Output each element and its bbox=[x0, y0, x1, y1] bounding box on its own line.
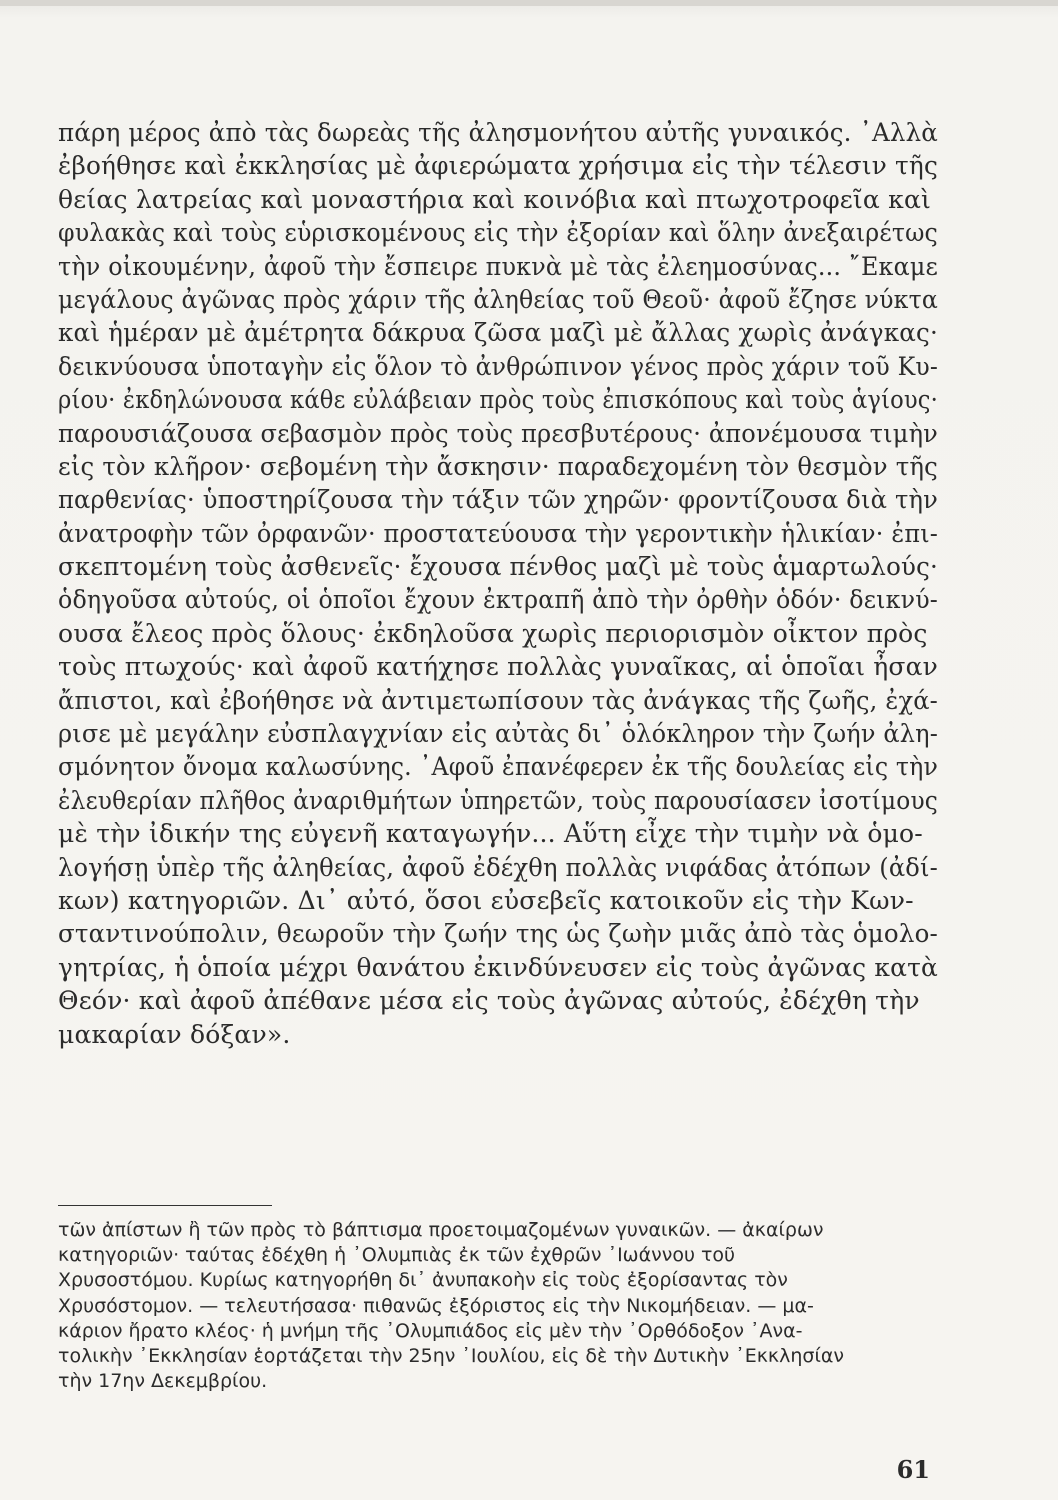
text-line: γητρίας, ἡ ὁποία μέχρι θανάτου ἐκινδύνευσεν εἰς τοὺς ἀγῶνας κατὰ bbox=[58, 952, 938, 982]
text-line: σμόνητον ὄνομα καλωσύνης. ᾿Αφοῦ ἐπανέφερεν ἐκ τῆς δουλείας εἰς τὴν bbox=[58, 752, 938, 782]
page-top-edge bbox=[0, 0, 1058, 6]
footnote-line: τολικὴν ᾿Εκκλησίαν ἑορτάζεται τὴν 25ην ᾿Ιουλίου, εἰς δὲ τὴν Δυτικὴν ᾿Εκκλησίαν bbox=[58, 1344, 845, 1367]
text-line: σταντινούπολιν, θεωροῦν τὴν ζωήν της ὡς ζωὴν μιᾶς ἀπὸ τὰς ὁμολο- bbox=[58, 919, 938, 949]
text-line: τὴν οἰκουμένην, ἀφοῦ τὴν ἔσπειρε πυκνὰ μὲ τὰς ἐλεημοσύνας... ῎Εκαμε bbox=[58, 251, 938, 281]
text-line: μὲ τὴν ἰδικήν της εὐγενῆ καταγωγήν... Αὕτη εἶχε τὴν τιμὴν νὰ ὁμο- bbox=[58, 819, 923, 849]
footnote-line: Χρυσοστόμου. Κυρίως κατηγορήθη δι᾿ ἀνυπακοὴν εἰς τοὺς ἐξορίσαντας τὸν bbox=[58, 1269, 788, 1292]
text-line: παρουσιάζουσα σεβασμὸν πρὸς τοὺς πρεσβυτέρους· ἀπονέμουσα τιμὴν bbox=[58, 418, 938, 448]
footnote-separator bbox=[58, 1205, 272, 1206]
text-line: ρισε μὲ μεγάλην εὐσπλαγχνίαν εἰς αὐτὰς δι᾿ ὁλόκληρον τὴν ζωήν ἀλη- bbox=[58, 719, 938, 749]
footnotes bbox=[58, 1218, 938, 1394]
text-line: λογήσῃ ὑπὲρ τῆς ἀληθείας, ἀφοῦ ἐδέχθη πολλὰς νιφάδας ἀτόπων (ἀδί- bbox=[58, 852, 938, 882]
text-line: Θεόν· καὶ ἀφοῦ ἀπέθανε μέσα εἰς τοὺς ἀγῶνας αὐτούς, ἐδέχθη τὴν bbox=[58, 986, 920, 1016]
text-line: ὁδηγοῦσα αὐτούς, οἱ ὁποῖοι ἔχουν ἐκτραπῆ ἀπὸ τὴν ὀρθὴν ὁδόν· δεικνύ- bbox=[58, 585, 938, 615]
text-line: καὶ ἡμέραν μὲ ἀμέτρητα δάκρυα ζῶσα μαζὶ μὲ ἄλλας χωρὶς ἀνάγκας· bbox=[58, 318, 938, 348]
footnote-line: τῶν ἀπίστων ἢ τῶν πρὸς τὸ βάπτισμα προετοιμαζομένων γυναικῶν. — ἀκαίρων bbox=[58, 1219, 824, 1241]
footnote-line: τὴν 17ην Δεκεμβρίου. bbox=[58, 1370, 268, 1393]
text-line: παρθενίας· ὑποστηρίζουσα τὴν τάξιν τῶν χηρῶν· φροντίζουσα διὰ τὴν bbox=[58, 485, 938, 515]
text-line: ἀνατροφὴν τῶν ὀρφανῶν· προστατεύουσα τὴν γεροντικὴν ἡλικίαν· ἐπι- bbox=[58, 518, 938, 548]
footnote-line: Χρυσόστομον. — τελευτήσασα· πιθανῶς ἐξόριστος εἰς τὴν Νικομήδειαν. — μα- bbox=[58, 1294, 814, 1317]
main-text bbox=[58, 116, 938, 1051]
text-line: τοὺς πτωχούς· καὶ ἀφοῦ κατήχησε πολλὰς γυναῖκας, αἱ ὁποῖαι ἦσαν bbox=[58, 652, 938, 682]
text-line: ρίου· ἐκδηλώνουσα κάθε εὐλάβειαν πρὸς τοὺς ἐπισκόπους καὶ τοὺς ἁγίους· bbox=[58, 385, 938, 415]
text-line: ἄπιστοι, καὶ ἐβοήθησε νὰ ἀντιμετωπίσουν τὰς ἀνάγκας τῆς ζωῆς, ἐχά- bbox=[58, 685, 938, 715]
text-line: δεικνύουσα ὑποταγὴν εἰς ὅλον τὸ ἀνθρώπινον γένος πρὸς χάριν τοῦ Κυ- bbox=[58, 351, 938, 381]
text-line: μακαρίαν δόξαν». bbox=[58, 1019, 291, 1049]
text-line: θείας λατρείας καὶ μοναστήρια καὶ κοινόβια καὶ πτωχοτροφεῖα καὶ bbox=[58, 184, 932, 214]
text-line: ουσα ἔλεος πρὸς ὅλους· ἐκδηλοῦσα χωρὶς περιορισμὸν οἶκτον πρὸς bbox=[58, 618, 928, 648]
text-line: ἐβοήθησε καὶ ἐκκλησίας μὲ ἀφιερώματα χρήσιμα εἰς τὴν τέλεσιν τῆς bbox=[58, 151, 938, 181]
text-line: μεγάλους ἀγῶνας πρὸς χάριν τῆς ἀληθείας τοῦ Θεοῦ· ἀφοῦ ἔζησε νύκτα bbox=[58, 284, 938, 314]
text-line: εἰς τὸν κλῆρον· σεβομένη τὴν ἄσκησιν· παραδεχομένη τὸν θεσμὸν τῆς bbox=[58, 451, 938, 481]
text-line: φυλακὰς καὶ τοὺς εὑρισκομένους εἰς τὴν ἐξορίαν καὶ ὅλην ἀνεξαιρέτως bbox=[58, 218, 938, 248]
text-line: ἐλευθερίαν πλῆθος ἀναριθμήτων ὑπηρετῶν, τοὺς παρουσίασεν ἰσοτίμους bbox=[58, 785, 938, 815]
text-line: κων) κατηγοριῶν. Δι᾿ αὐτό, ὅσοι εὐσεβεῖς κατοικοῦν εἰς τὴν Κων- bbox=[58, 885, 914, 915]
footnote-line: κατηγοριῶν· ταύτας ἐδέχθη ἡ ᾿Ολυμπιὰς ἐκ τῶν ἐχθρῶν ᾿Ιωάννου τοῦ bbox=[58, 1244, 736, 1267]
page-number: 61 bbox=[896, 1455, 930, 1484]
text-line: σκεπτομένη τοὺς ἀσθενεῖς· ἔχουσα πένθος μαζὶ μὲ τοὺς ἁμαρτωλούς· bbox=[58, 552, 938, 582]
footnote-line: κάριον ἤρατο κλέος· ἡ μνήμη τῆς ᾿Ολυμπιάδος εἰς μὲν τὴν ᾿Ορθόδοξον ᾿Ανα- bbox=[58, 1319, 803, 1342]
text-line: πάρη μέρος ἀπὸ τὰς δωρεὰς τῆς ἀλησμονήτου αὐτῆς γυναικός. ᾿Αλλὰ bbox=[58, 118, 938, 147]
